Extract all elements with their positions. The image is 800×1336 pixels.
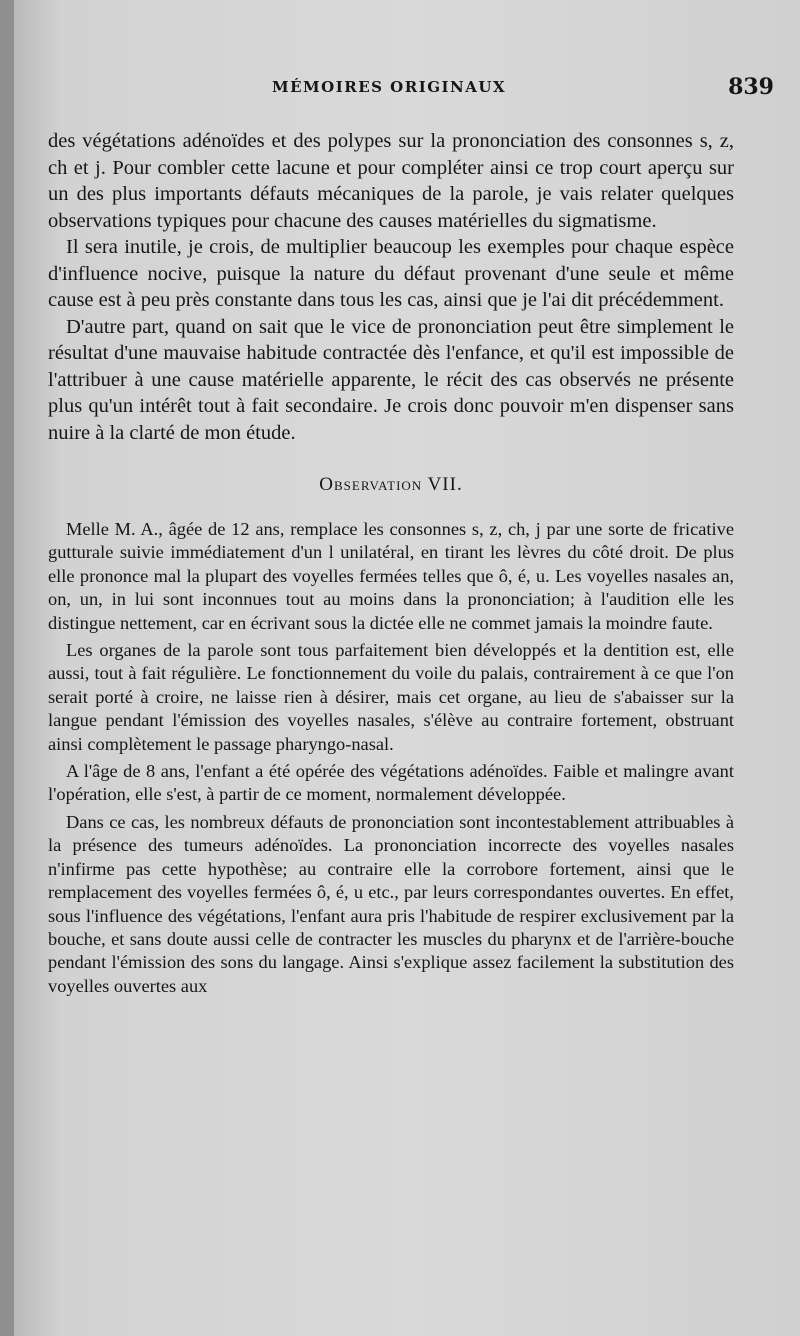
page-number: 839 — [728, 74, 774, 100]
body-text — [48, 128, 734, 998]
running-title: MÉMOIRES ORIGINAUX — [272, 78, 507, 96]
paragraph: D'autre part, quand on sait que le vice de prononciation peut être simplement le résultat d'une mauvaise habitude contractée dès l'enfance, et qu'il est impossible de l'attribuer à une cause matérielle apparente, le récit des cas observés ne présente plus qu'un intérêt tout à fait secondaire. Je crois donc pouvoir m'en dispenser sans nuire à la clarté de mon étude. — [48, 315, 734, 444]
page-header — [14, 74, 800, 108]
paragraph: des végétations adénoïdes et des polypes sur la prononciation des consonnes s, z, ch et j. Pour combler cette lacune et pour compléter ainsi ce trop court aperçu sur un des plus importants défauts mécaniques de la parole, je vais relater quelques observations typiques pour chacune des causes matérielles du sigmatisme. — [48, 130, 734, 232]
section-heading: Observation VII. — [319, 474, 463, 495]
paragraph: Les organes de la parole sont tous parfaitement bien développés et la dentition est, elle aussi, tout à fait régulière. Le fonctionnement du voile du palais, contrairement à ce que l'on serait porté à croire, ne laisse rien à désirer, mais cet organe, au lieu de s'abaisser sur la langue pendant l'émission des voyelles nasales, s'élève au contraire fortement, obstruant ainsi complètement le passage pharyngo-nasal. — [48, 640, 734, 754]
paragraph: Dans ce cas, les nombreux défauts de prononciation sont incontestablement attribuables à la présence des tumeurs adénoïdes. La prononciation incorrecte des voyelles nasales n'infirme pas cette hypothèse; au contraire elle la corrobore fortement, ainsi que le remplacement des voyelles fermées ô, é, u etc., par leurs correspondantes ouvertes. En effet, sous l'influence des végétations, l'enfant aura pris l'habitude de respirer exclusivement par la bouche, et sans doute aussi celle de contracter les muscles du pharynx et de l'arrière-bouche pendant l'émission des sons du langage. Ainsi s'explique assez facilement la substitution des voyelles ouvertes aux — [48, 811, 734, 996]
paragraph: Il sera inutile, je crois, de multiplier beaucoup les exemples pour chaque espèce d'influence nocive, puisque la nature du défaut provenant d'une seule et même cause est à peu près constante dans tous les cas, ainsi que je l'ai dit précédemment. — [48, 236, 734, 311]
book-page — [14, 0, 800, 1336]
paragraph: A l'âge de 8 ans, l'enfant a été opérée des végétations adénoïdes. Faible et malingre avant l'opération, elle s'est, à partir de ce moment, normalement développée. — [48, 761, 734, 805]
paragraph: Melle M. A., âgée de 12 ans, remplace les consonnes s, z, ch, j par une sorte de fricative gutturale suivie immédiatement d'un l unilatéral, en tirant les lèvres du côté droit. De plus elle prononce mal la plupart des voyelles fermées telles que ô, é, u. Les voyelles nasales an, on, un, in lui sont inconnues tout au moins dans la prononciation; à l'audition elle les distingue nettement, car en écrivant sous la dictée elle ne commet jamais la moindre faute. — [48, 519, 734, 633]
